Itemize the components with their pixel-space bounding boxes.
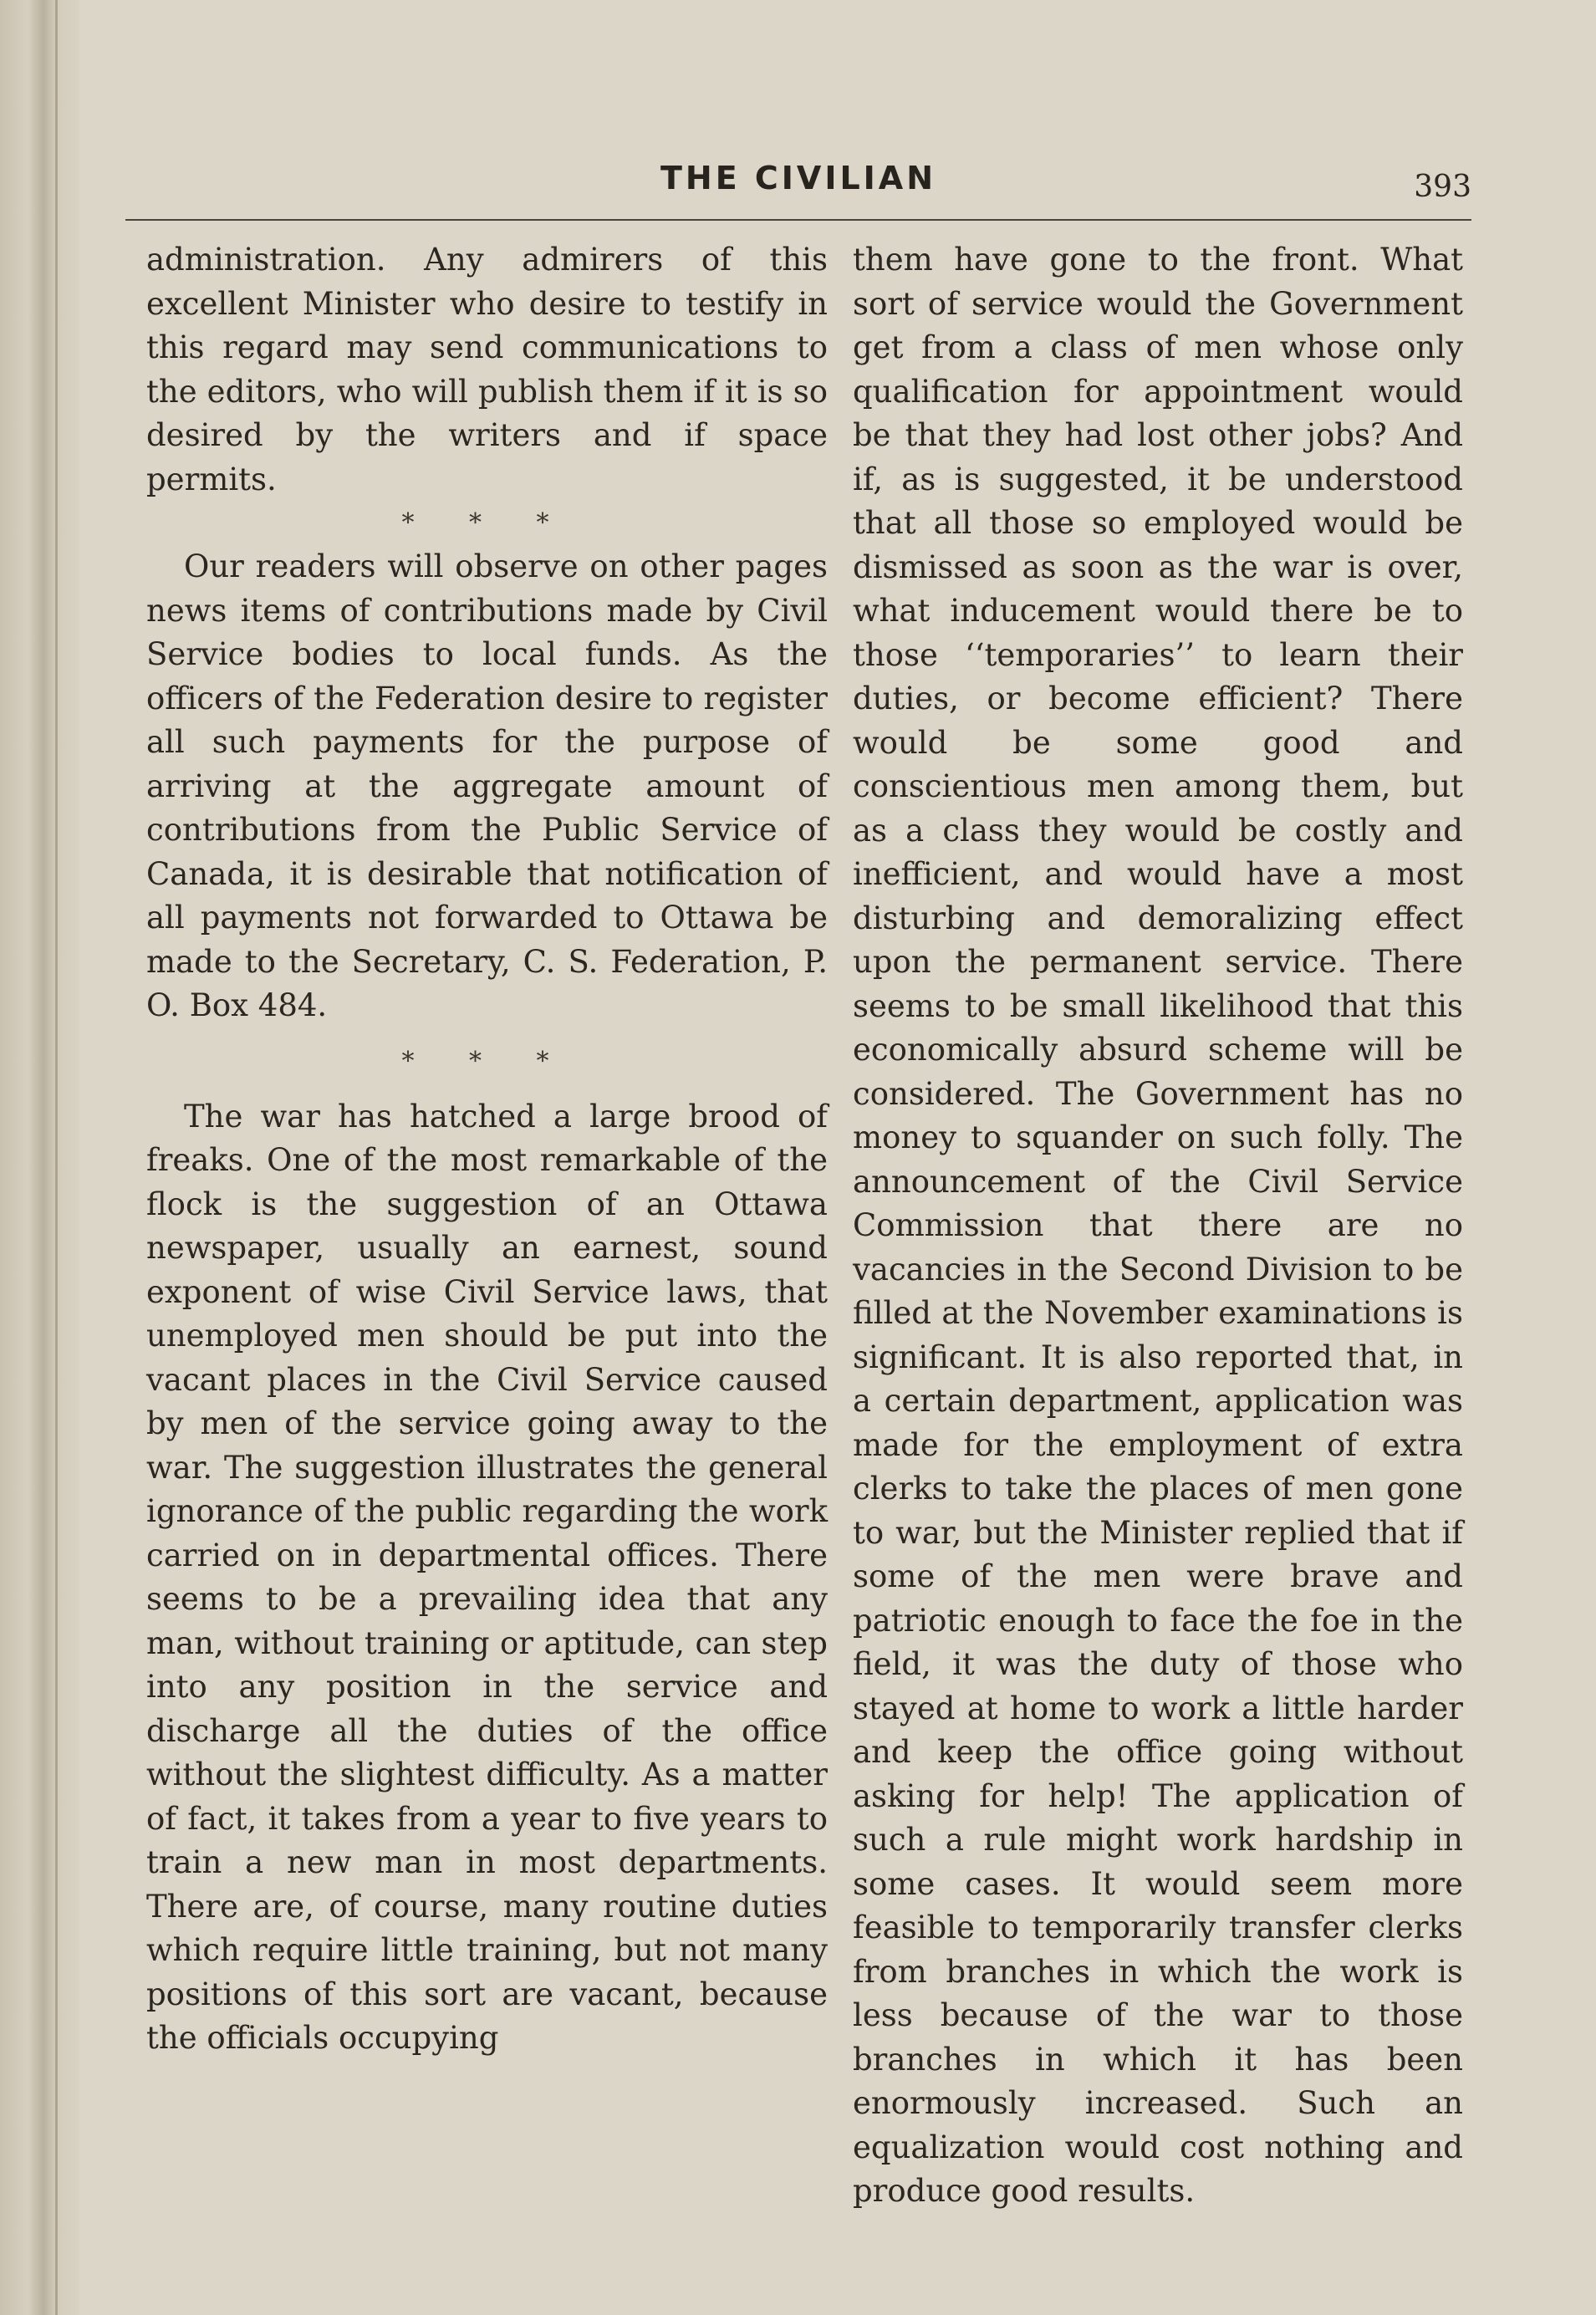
running-title: THE CIVILIAN <box>660 160 937 196</box>
header-rule <box>125 219 1471 221</box>
paragraph-contributions: Our readers will observe on other pages news items of contributions made by Civil Service bodies to local funds. As the officers of the Federation desire to register all such payments for the purpose of arriving at the aggregate amount of contributions from the Public Service of Canada, it is desirable that notification of all payments not forwarded to Ottawa be made to the Secretary, C. S. Federation, P. O. Box 484. <box>146 548 828 1023</box>
section-separator: * * * <box>401 1046 573 1076</box>
left-column <box>146 238 828 2061</box>
book-gutter <box>0 0 79 2315</box>
paragraph-continued: them have gone to the front. What sort of service would the Government get from a class of men whose only qualification for appointment would be that they had lost other jobs? And if, as is suggested, it be understood that all those so employed would be dismissed as soon as the war is over, what inducement would there be to those ‘‘temporaries’’ to learn their duties, or become efficient? There would be some good and conscientious men among them, but as a class they would be costly and inefficient, and would have a most disturbing and demoralizing effect upon the permanent service. There seems to be small likelihood that this economically absurd scheme will be considered. The Government has no money to squander on such folly. The announcement of the Civil Service Commission that there are no vacancies in the Second Division to be filled at the November examinations is significant. It is also reported that, in a certain department, application was made for the employment of extra clerks to take the places of men gone to war, but the Minister replied that if some of the men were brave and patriotic enough to face the foe in the field, it was the duty of those who stayed at home to work a little harder and keep the office going without asking for help! The application of such a rule might work hardship in some cases. It would seem more feasible to temporarily transfer clerks from branches in which the work is less because of the war to those branches in which it has been enormously increased. Such an equalization would cost nothing and produce good results. <box>853 242 1463 2209</box>
section-separator: * * * <box>401 508 573 538</box>
paragraph-continuation: administration. Any admirers of this excellent Minister who desire to testify in this regard may send communications to the editors, who will publish them if it is so desired by the writers and if space permits. <box>146 242 828 497</box>
page-header <box>125 155 1471 213</box>
binding-edge <box>55 0 58 2315</box>
right-column <box>853 238 1463 2214</box>
paragraph-war-freaks: The war has hatched a large brood of freaks. One of the most remarkable of the flock is the suggestion of an Ottawa newspaper, usually an earnest, sound exponent of wise Civil Service laws, that unemployed men should be put into the vacant places in the Civil Service caused by men of the service going away to the war. The suggestion illustrates the general ignorance of the public regarding the work carried on in departmental offices. There seems to be a prevailing idea that any man, without training or aptitude, can step into any position in the service and discharge all the duties of the office without the slightest difficulty. As a matter of fact, it takes from a year to five years to train a new man in most departments. There are, of course, many routine duties which require little training, but not many positions of this sort are vacant, because the officials occupying <box>146 1098 828 2056</box>
page-number: 393 <box>1414 170 1471 204</box>
